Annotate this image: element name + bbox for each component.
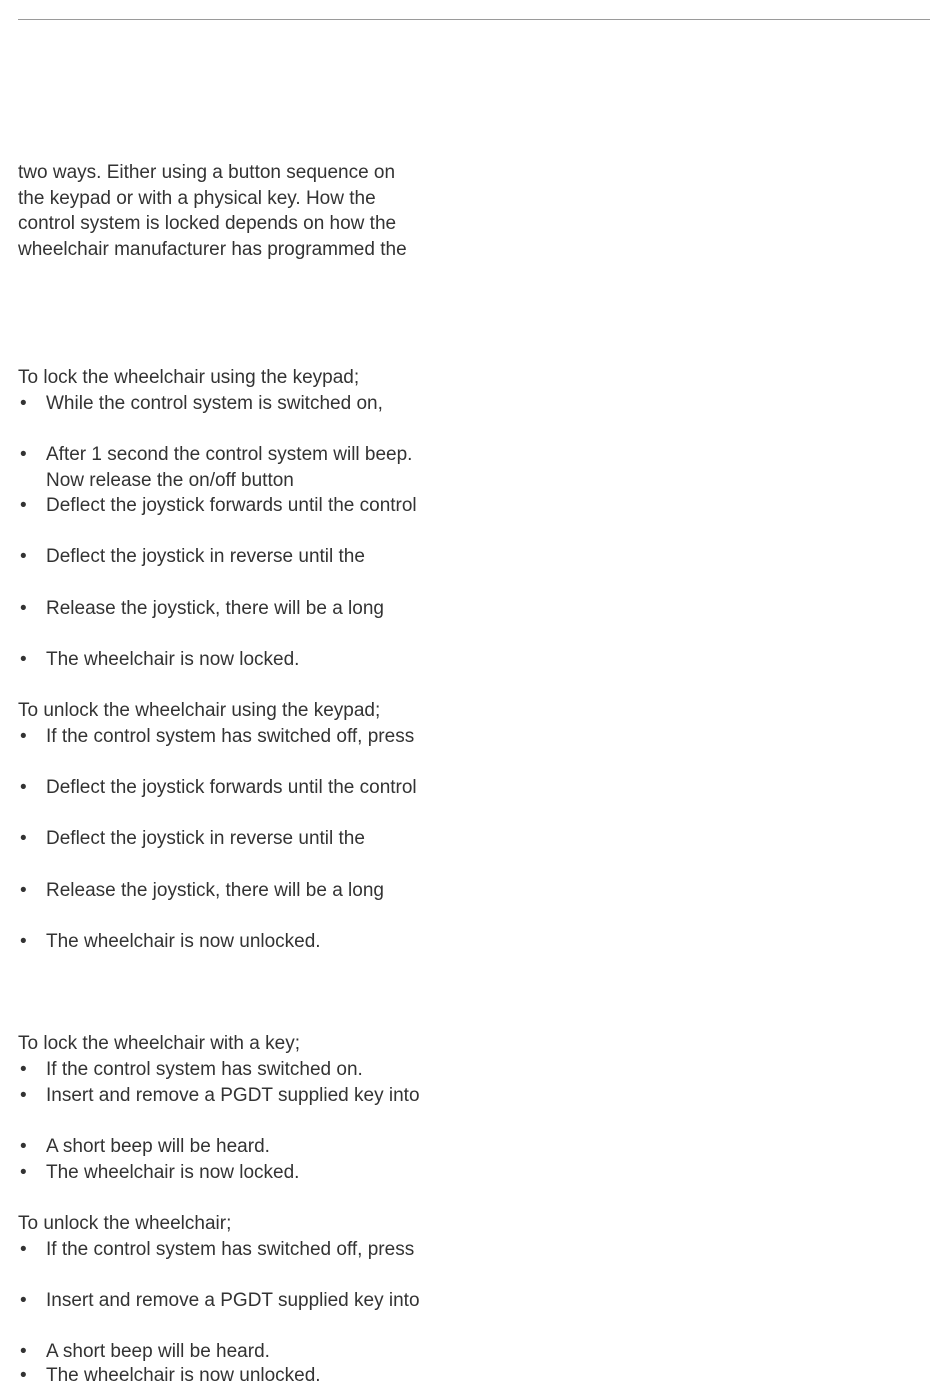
header-rule bbox=[18, 19, 930, 20]
bullet: • bbox=[20, 1059, 27, 1080]
list-item-text: Release the joystick, there will be a long bbox=[46, 598, 384, 619]
list-item-text: The wheelchair is now unlocked. bbox=[46, 931, 321, 952]
list-item-text: While the control system is switched on, bbox=[46, 393, 383, 414]
lock-key-heading: To lock the wheelchair with a key; bbox=[18, 1033, 300, 1054]
intro-line-1: two ways. Either using a button sequence on bbox=[18, 162, 396, 183]
bullet: • bbox=[20, 726, 27, 747]
bullet: • bbox=[20, 393, 27, 414]
bullet: • bbox=[20, 546, 27, 567]
list-item-text: If the control system has switched off, press bbox=[46, 726, 415, 747]
lock-keypad-heading: To lock the wheelchair using the keypad; bbox=[18, 367, 360, 388]
bullet: • bbox=[20, 495, 27, 516]
intro-line-3: control system is locked depends on how the bbox=[18, 213, 397, 234]
bullet: • bbox=[20, 444, 27, 465]
bullet: • bbox=[20, 649, 27, 670]
list-item-text: If the control system has switched off, press bbox=[46, 1239, 415, 1260]
unlock-key-heading: To unlock the wheelchair; bbox=[18, 1213, 232, 1234]
bullet: • bbox=[20, 777, 27, 798]
bullet: • bbox=[20, 828, 27, 849]
list-item-text: After 1 second the control system will beep. bbox=[46, 444, 413, 465]
intro-line-4: wheelchair manufacturer has programmed the bbox=[18, 239, 407, 260]
list-item-text: Deflect the joystick forwards until the control bbox=[46, 495, 417, 516]
bullet: • bbox=[20, 1136, 27, 1157]
list-item-text: If the control system has switched on. bbox=[46, 1059, 363, 1080]
list-item-text: Now release the on/off button bbox=[46, 470, 294, 491]
bullet: • bbox=[20, 880, 27, 901]
bullet: • bbox=[20, 931, 27, 952]
list-item-text: Deflect the joystick forwards until the control bbox=[46, 777, 417, 798]
bullet: • bbox=[20, 1239, 27, 1260]
bullet: • bbox=[20, 1341, 27, 1362]
intro-line-2: the keypad or with a physical key. How the bbox=[18, 188, 376, 209]
list-item-text: The wheelchair is now unlocked. bbox=[46, 1365, 321, 1386]
bullet: • bbox=[20, 1162, 27, 1183]
list-item-text: Deflect the joystick in reverse until the bbox=[46, 828, 365, 849]
bullet: • bbox=[20, 1290, 27, 1311]
bullet: • bbox=[20, 1085, 27, 1106]
bullet: • bbox=[20, 1365, 27, 1386]
list-item-text: The wheelchair is now locked. bbox=[46, 1162, 300, 1183]
list-item-text: Insert and remove a PGDT supplied key into bbox=[46, 1290, 420, 1311]
list-item-text: The wheelchair is now locked. bbox=[46, 649, 300, 670]
unlock-keypad-heading: To unlock the wheelchair using the keypad; bbox=[18, 700, 381, 721]
bullet: • bbox=[20, 598, 27, 619]
list-item-text: Deflect the joystick in reverse until the bbox=[46, 546, 365, 567]
list-item-text: Insert and remove a PGDT supplied key into bbox=[46, 1085, 420, 1106]
list-item-text: A short beep will be heard. bbox=[46, 1341, 270, 1362]
list-item-text: A short beep will be heard. bbox=[46, 1136, 270, 1157]
list-item-text: Release the joystick, there will be a long bbox=[46, 880, 384, 901]
